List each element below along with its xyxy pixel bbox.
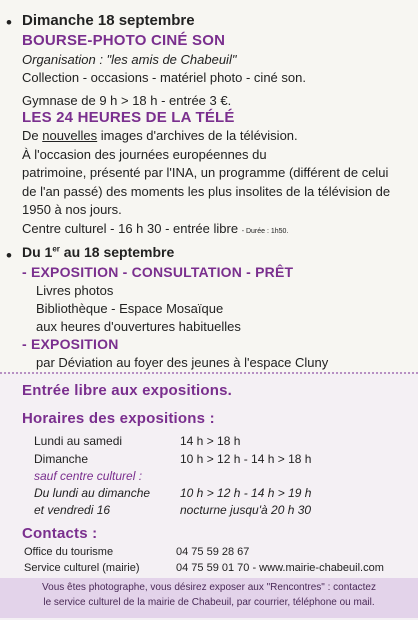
note-line-2: le service culturel de la mairie de Chabeuil, par courrier, téléphone ou mail. (43, 597, 375, 608)
contact-value-2: 04 75 59 01 70 - www.mairie-chabeuil.com (176, 562, 384, 574)
note-line-1: Vous êtes photographe, vous désirez exposer aux "Rencontres" : contactez (42, 582, 376, 593)
event3-date-prefix: Du 1 (22, 244, 53, 260)
event1-gymnase: Gymnase de 9 h > 18 h - entrée 3 €. (22, 93, 232, 108)
event3-item3: aux heures d'ouvertures habituelles (36, 319, 241, 334)
event3-date-suffix: au 18 septembre (59, 244, 175, 260)
event3-expo2-title: - EXPOSITION (22, 336, 119, 352)
event2-line1-underlined: nouvelles (42, 128, 98, 143)
event2-line3: patrimoine, présenté par l'INA, un programme (différent de celui (22, 165, 389, 180)
contact-label-1: Office du tourisme (24, 546, 114, 558)
horaire-italic-label-1: Du lundi au dimanche (34, 486, 151, 500)
bullet-icon: • (6, 13, 12, 32)
event1-organisation: Organisation : "les amis de Chabeuil" (22, 52, 237, 67)
entree-libre: Entrée libre aux expositions. (22, 382, 233, 399)
horaire-label-1: Lundi au samedi (34, 434, 123, 448)
event3-date (22, 244, 174, 260)
event2-line1-prefix: De (22, 128, 43, 143)
contacts-title: Contacts : (22, 525, 98, 542)
event2-line2: À l'occasion des journées européennes du (22, 147, 267, 162)
bullet-icon: • (6, 246, 12, 265)
event3-item2: Bibliothèque - Espace Mosaïque (36, 301, 224, 316)
event2-line1 (22, 128, 298, 143)
event2-duree: - Durée : 1h50. (241, 228, 289, 235)
event1-date: Dimanche 18 septembre (22, 12, 195, 29)
event2-line4: de l'an passé) des moments les plus insolites de la télévision de (22, 184, 391, 199)
event3-expo2-text: par Déviation au foyer des jeunes à l'espace Cluny (36, 355, 329, 370)
event3-date-sup: er (52, 244, 60, 254)
contact-value-1: 04 75 59 28 67 (176, 546, 250, 558)
event2-line5: 1950 à nos jours. (22, 202, 122, 217)
horaire-italic-value-1: 10 h > 12 h - 14 h > 19 h (180, 486, 312, 500)
event1-title: BOURSE-PHOTO CINÉ SON (22, 32, 226, 49)
sauf-centre-culturel: sauf centre culturel : (34, 469, 143, 483)
contact-label-2: Service culturel (mairie) (24, 562, 140, 574)
event2-centre-text: Centre culturel - 16 h 30 - entrée libre (22, 221, 239, 236)
horaire-label-2: Dimanche (34, 452, 89, 466)
horaire-value-1: 14 h > 18 h (180, 434, 241, 448)
event2-line1-suffix: images d'archives de la télévision. (97, 128, 298, 143)
horaire-italic-value-2: nocturne jusqu'à 20 h 30 (180, 503, 312, 517)
horaire-italic-label-2: et vendredi 16 (34, 503, 111, 517)
event3-expo-title: - EXPOSITION - CONSULTATION - PRÊT (22, 264, 294, 280)
horaires-title: Horaires des expositions : (22, 410, 215, 427)
event2-title: LES 24 HEURES DE LA TÉLÉ (22, 109, 235, 126)
horaire-value-2: 10 h > 12 h - 14 h > 18 h (180, 452, 312, 466)
event3-item1: Livres photos (36, 283, 114, 298)
event2-centre (22, 221, 288, 236)
event1-collection: Collection - occasions - matériel photo - ciné son. (22, 70, 306, 85)
